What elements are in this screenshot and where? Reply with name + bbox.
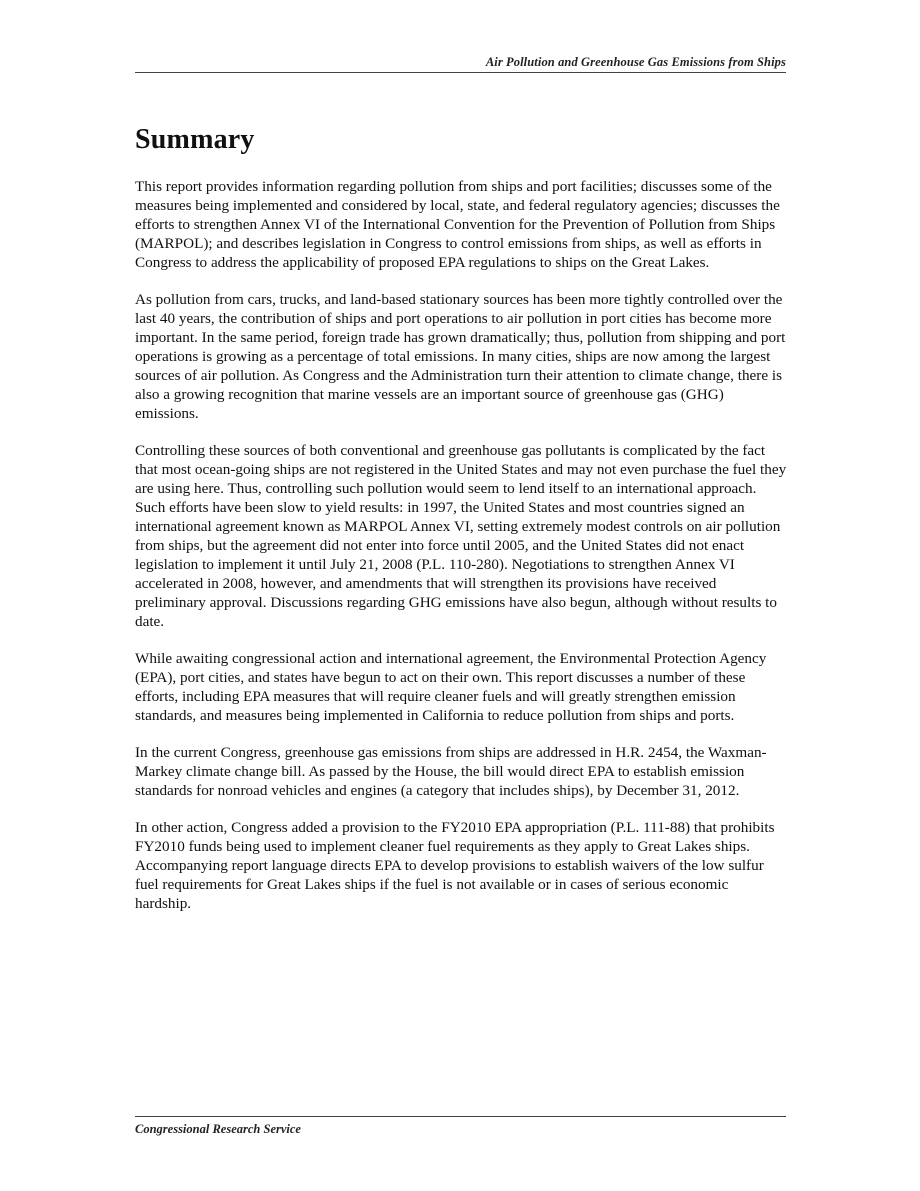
paragraph: In the current Congress, greenhouse gas emissions from ships are addressed in H.R. 2454, the Waxman-Markey climate change bill. As passed by the House, the bill would direct EPA to establish emission standards for nonroad vehicles and engines (a category that includes ships), by December 31, 2012. bbox=[135, 744, 767, 799]
page-title: Summary bbox=[135, 124, 255, 155]
paragraph: Controlling these sources of both conventional and greenhouse gas pollutants is complicated by the fact that most ocean-going ships are not registered in the United States and may not even purchase the fuel they are using here. Thus, controlling such pollution would seem to lend itself to an international approach. Such efforts have been slow to yield results: in 1997, the United States and most countries signed an international agreement known as MARPOL Annex VI, setting extremely modest controls on air pollution from ships, but the agreement did not enter into force until 2005, and the United States did not enact legislation to implement it until July 21, 2008 (P.L. 110-280). Negotiations to strengthen Annex VI accelerated in 2008, however, and amendments that will strengthen its provisions have received preliminary approval. Discussions regarding GHG emissions have also begun, although without results to date. bbox=[135, 442, 787, 630]
running-header: Air Pollution and Greenhouse Gas Emissions from Ships bbox=[135, 55, 786, 73]
running-footer: Congressional Research Service bbox=[135, 1116, 786, 1137]
summary-body bbox=[135, 177, 787, 931]
paragraph: In other action, Congress added a provision to the FY2010 EPA appropriation (P.L. 111-88) that prohibits FY2010 funds being used to implement cleaner fuel requirements as they apply to Great Lakes ships. Accompanying report language directs EPA to develop provisions to establish waivers of the low sulfur fuel requirements for Great Lakes ships if the fuel is not available or in cases of serious economic hardship. bbox=[135, 819, 775, 912]
paragraph: As pollution from cars, trucks, and land-based stationary sources has been more tightly controlled over the last 40 years, the contribution of ships and port operations to air pollution in port cities has become more important. In the same period, foreign trade has grown dramatically; thus, pollution from shipping and port operations is growing as a percentage of total emissions. In many cities, ships are now among the largest sources of air pollution. As Congress and the Administration turn their attention to climate change, there is also a growing recognition that marine vessels are an important source of greenhouse gas (GHG) emissions. bbox=[135, 291, 786, 422]
paragraph: While awaiting congressional action and international agreement, the Environmental Protection Agency (EPA), port cities, and states have begun to act on their own. This report discusses a number of these efforts, including EPA measures that will require cleaner fuels and will greatly strengthen emission standards, and measures being implemented in California to reduce pollution from ships and ports. bbox=[135, 650, 767, 724]
paragraph: This report provides information regarding pollution from ships and port facilities; discusses some of the measures being implemented and considered by local, state, and federal regulatory agencies; discusses the efforts to strengthen Annex VI of the International Convention for the Prevention of Pollution from Ships (MARPOL); and describes legislation in Congress to control emissions from ships, as well as efforts in Congress to address the applicability of proposed EPA regulations to ships on the Great Lakes. bbox=[135, 178, 780, 271]
